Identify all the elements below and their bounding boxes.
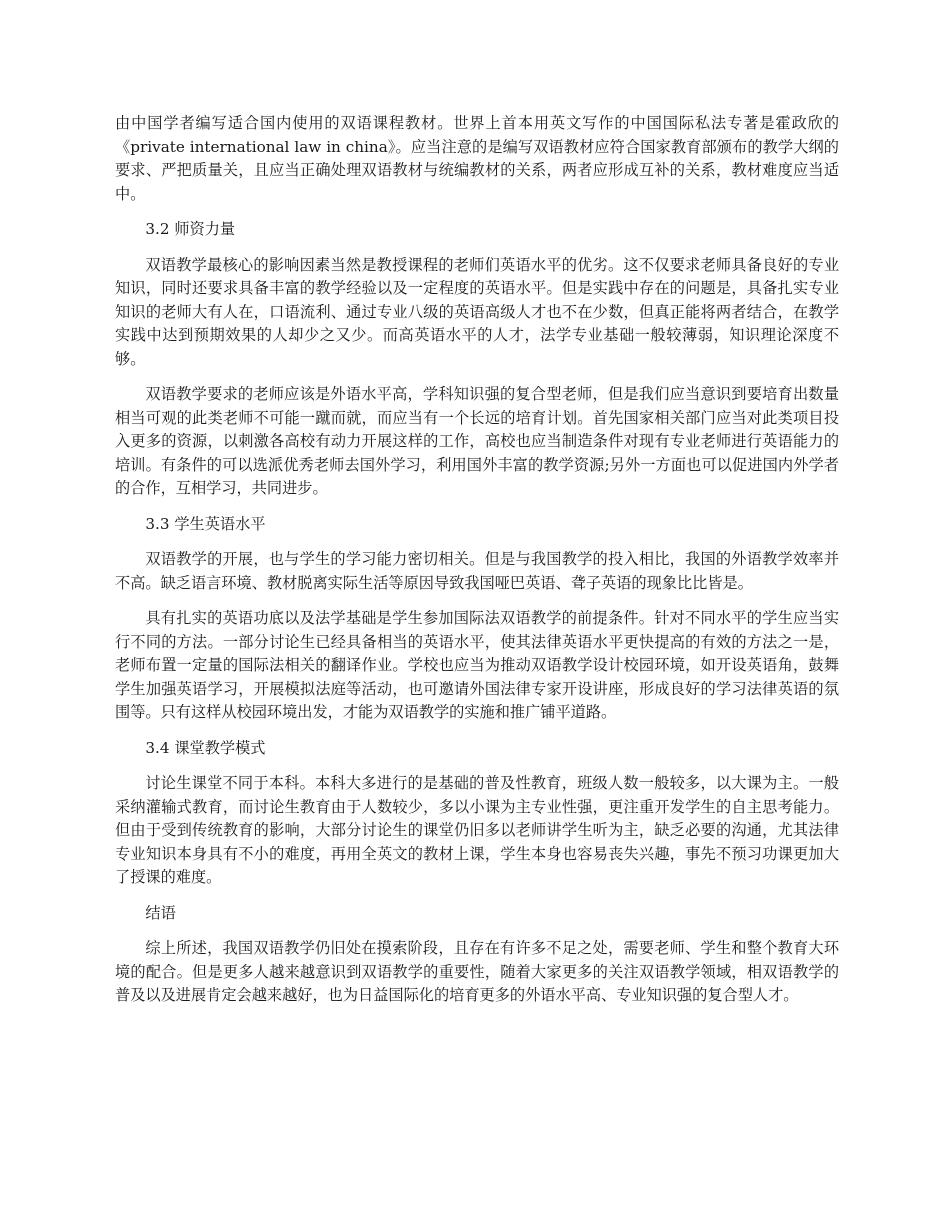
section-heading-3-3: 3.3 学生英语水平 [145,514,266,533]
section-heading-conclusion: 结语 [145,903,176,922]
paragraph-classroom: 讨论生课堂不同于本科。本科大多进行的是基础的普及性教育，班级人数一般较多，以大课为主。一般采纳灌输式教育，而讨论生教育由于人数较少，多以小课为主专业性强，更注重开发学生的自主思考能力。但由于受到传统教育的影响，大部分讨论生的课堂仍旧多以老师讲学生听为主，缺乏必要的沟通，尤其法律专业知识本身具有不小的难度，再用全英文的教材上课，学生本身也容易丧失兴趣，事先不预习功课更加大了授课的难度。 [115,774,839,886]
section-heading-3-4: 3.4 课堂教学模式 [145,738,266,757]
paragraph-intro: 由中国学者编写适合国内使用的双语课程教材。世界上首本用英文写作的中国国际私法专著是霍政欣的《private international law in china》。应当注意的是编写双语教材应符合国家教育部颁布的教学大纲的要求、严把质量关，且应当正确处理双语教材与统编教材的关系，两者应形成互补的关系，教材难度应当适中。 [115,114,839,203]
paragraph-students-1: 双语教学的开展，也与学生的学习能力密切相关。但是与我国教学的投入相比，我国的外语教学效率并不高。缺乏语言环境、教材脱离实际生活等原因导致我国哑巴英语、聋子英语的现象比比皆是。 [115,550,839,592]
paragraph-faculty-1: 双语教学最核心的影响因素当然是教授课程的老师们英语水平的优劣。这不仅要求老师具备良好的专业知识，同时还要求具备丰富的教学经验以及一定程度的英语水平。但是实践中存在的问题是，具备扎实专业知识的老师大有人在，口语流利、通过专业八级的英语高级人才也不在少数，但真正能将两者结合，在教学实践中达到预期效果的人却少之又少。而高英语水平的人才，法学专业基础一般较薄弱，知识理论深度不够。 [115,255,839,368]
paragraph-faculty-2: 双语教学要求的老师应该是外语水平高，学科知识强的复合型老师，但是我们应当意识到要培育出数量相当可观的此类老师不可能一蹴而就，而应当有一个长远的培育计划。首先国家相关部门应当对此类项目投入更多的资源，以刺激各高校有动力开展这样的工作，高校也应当制造条件对现有专业老师进行英语能力的培训。有条件的可以选派优秀老师去国外学习，利用国外丰富的教学资源;另外一方面也可以促进国内外学者的合作，互相学习，共同进步。 [115,385,839,497]
section-heading-3-2: 3.2 师资力量 [145,220,236,238]
document-body [115,112,839,1020]
paragraph-students-2: 具有扎实的英语功底以及法学基础是学生参加国际法双语教学的前提条件。针对不同水平的学生应当实行不同的方法。一部分讨论生已经具备相当的英语水平，使其法律英语水平更快提高的有效的方法之一是，老师布置一定量的国际法相关的翻译作业。学校也应当为推动双语教学设计校园环境，如开设英语角，鼓舞学生加强英语学习，开展模拟法庭等活动，也可邀请外国法律专家开设讲座，形成良好的学习法律英语的氛围等。只有这样从校园环境出发，才能为双语教学的实施和推广铺平道路。 [115,609,839,721]
paragraph-conclusion: 综上所述，我国双语教学仍旧处在摸索阶段，且存在有许多不足之处，需要老师、学生和整个教育大环境的配合。但是更多人越来越意识到双语教学的重要性，随着大家更多的关注双语教学领域，相双语教学的普及以及进展肯定会越来越好，也为日益国际化的培育更多的外语水平高、专业知识强的复合型人才。 [115,939,839,1004]
